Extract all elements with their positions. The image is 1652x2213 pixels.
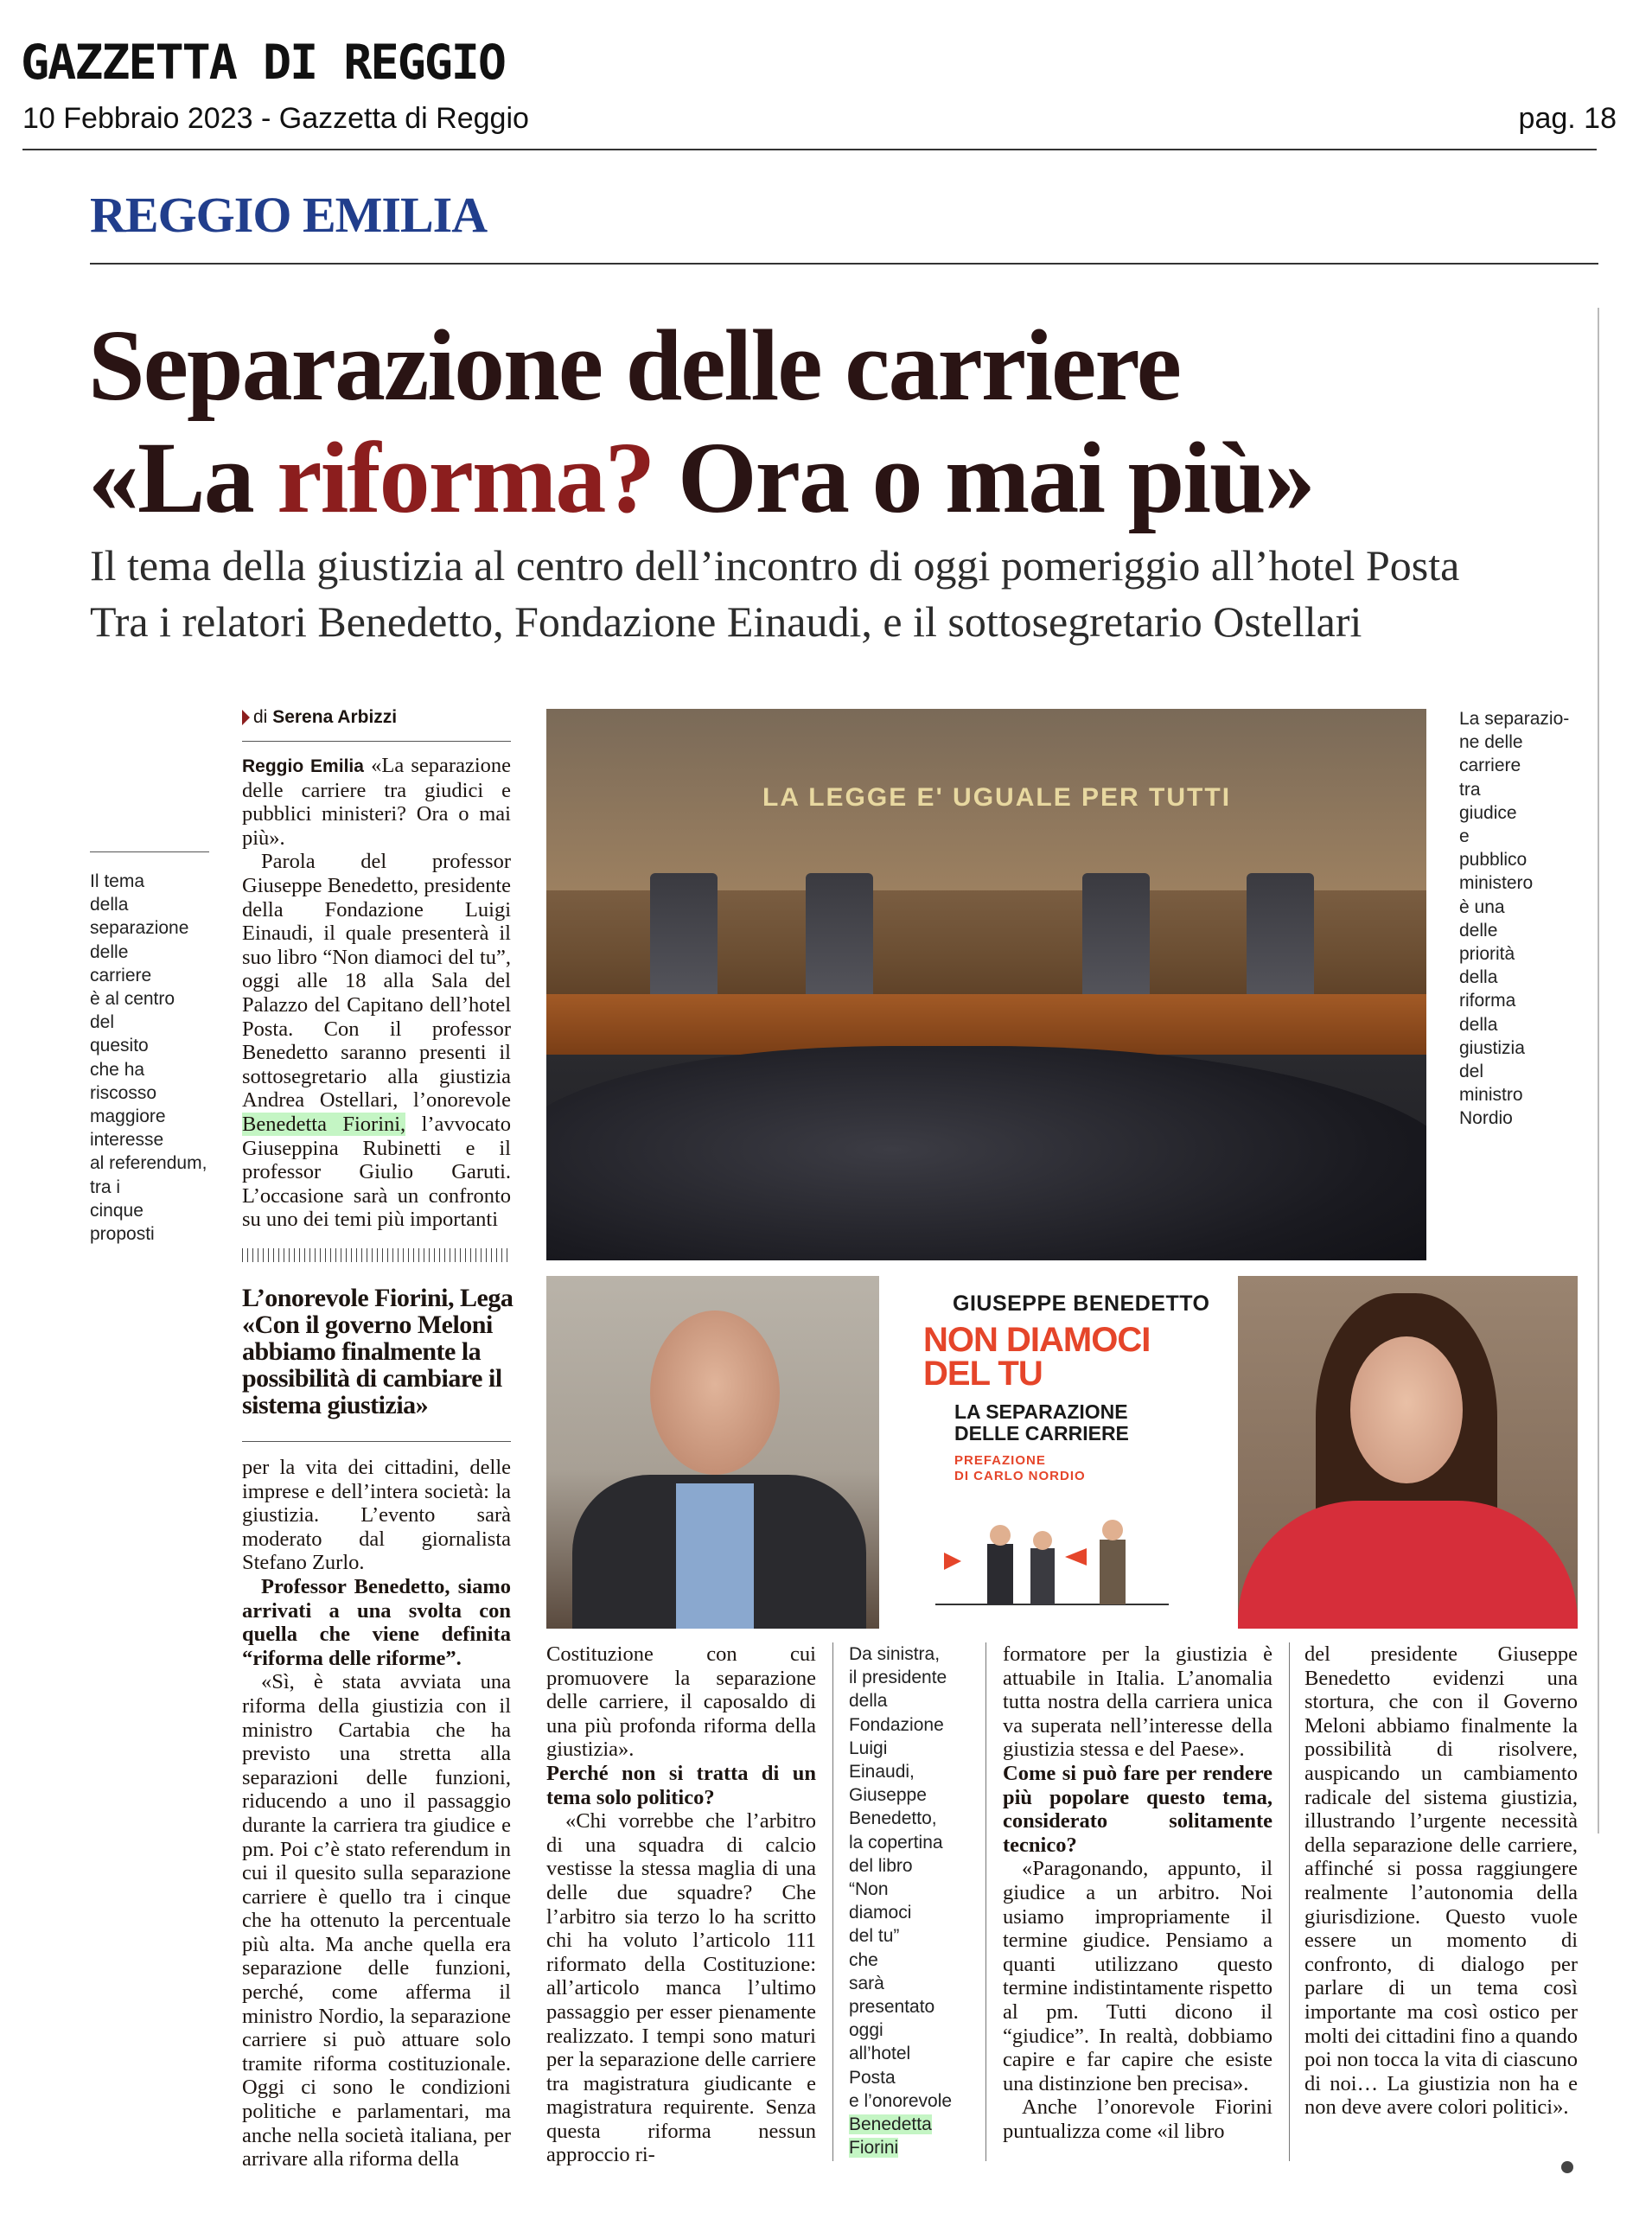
caption-line: il presidente	[849, 1668, 947, 1688]
book-preface-line: DI CARLO NORDIO	[954, 1469, 1086, 1483]
caption-line: della	[1459, 967, 1498, 988]
book-title-line: DEL TU	[923, 1355, 1043, 1393]
right-caption	[1459, 707, 1580, 1131]
book-author: GIUSEPPE BENEDETTO	[953, 1291, 1210, 1316]
caption-line: Giuseppe	[849, 1785, 927, 1806]
paragraph: formatore per la giustizia è attuabile in Italia. L’anomalia tutta nostra della carriera unica va superata nell’interesse della giustizia stessa e del Paese».	[1003, 1642, 1272, 1762]
article-end-mark	[1561, 2161, 1573, 2173]
caption-line: quesito	[90, 1036, 149, 1056]
interview-question: Professor Benedetto, siamo arrivati a una svolta con quella che viene definita “riforma delle riforme”.	[242, 1574, 511, 1670]
caption-line: è una	[1459, 896, 1505, 917]
judge-chair	[650, 873, 718, 1003]
pull-quote: L’onorevole Fiorini, Lega «Con il governo Meloni abbiamo finalmente la possibilità di cambiare il sistema giustizia»	[242, 1284, 513, 1419]
portrait-giuseppe-benedetto	[546, 1276, 879, 1629]
article-column-4	[1304, 1642, 1578, 2120]
column-rule	[1289, 1642, 1290, 2161]
headline-line-1: Separazione delle carriere	[88, 309, 1180, 422]
subheadline-line-1: Il tema della giustizia al centro dell’incontro di oggi pomeriggio all’hotel Posta	[90, 541, 1460, 590]
caption-line: carriere	[90, 965, 152, 985]
caption-line: giustizia	[1459, 1037, 1525, 1058]
caption-line: pubblico	[1459, 850, 1528, 871]
book-subtitle-line: DELLE CARRIERE	[954, 1422, 1129, 1445]
caption-line: Luigi	[849, 1738, 888, 1758]
dateline: 10 Febbraio 2023 - Gazzetta di Reggio	[22, 102, 529, 135]
paragraph	[242, 850, 511, 1232]
paragraph: «Paragonando, appunto, il giudice a un arbitro. Noi usiamo impropriamente il termine giudice. Pensiamo a quanti utilizzano questo termine indistintamente rispetto al pm. Tutti dicono il “giudice”. In realtà, dobbiamo capire e far capire che esiste una distinzione ben precisa».	[1003, 1857, 1272, 2095]
caption-line: Nordio	[1459, 1108, 1513, 1129]
headline-quote-rest: Ora o mai più»	[654, 421, 1314, 534]
caption-line: delle	[90, 941, 129, 962]
book-subtitle-line: LA SEPARAZIONE	[954, 1400, 1128, 1423]
photo-caption	[849, 1642, 979, 2159]
paragraph: «Chi vorrebbe che l’arbitro di una squadra di calcio vestisse la stessa maglia di una delle due squadre? Che l’arbitro sia terzo lo ha scritto chi ha voluto l’articolo 111 riformato della Costituzione: all’articolo manca l’ultimo passaggio per esser pienamente realizzato. I tempi sono maturi per la separazione delle carriere tra magistratura giudicante e magistratura requirente. Senza questa riforma nessun approccio ri-	[546, 1809, 816, 2167]
caption-line: del	[1459, 1062, 1484, 1082]
caption-line: carriere	[1459, 756, 1521, 776]
interview-question: Perché non si tratta di un tema solo politico?	[546, 1761, 816, 1809]
book-subtitle	[954, 1401, 1129, 1445]
caption-line-highlighted: Fiorini	[849, 2138, 899, 2159]
byline-author: Serena Arbizzi	[272, 707, 398, 727]
headline-line-2	[88, 419, 1314, 537]
caption-line: del	[90, 1012, 115, 1033]
dateline-place: Reggio Emilia	[242, 756, 364, 776]
lead-text: «La separazione delle carriere tra giudici e pubblici ministeri? Ora o mai più».	[242, 754, 511, 850]
judge-chair	[806, 873, 873, 1003]
caption-line: che	[849, 1949, 878, 1970]
article-column-2	[546, 1642, 816, 2167]
caption-line: delle	[1459, 920, 1498, 941]
byline-rule	[242, 741, 511, 742]
book-title-line: NON DIAMOCI	[923, 1321, 1151, 1359]
caption-line: maggiore	[90, 1106, 166, 1127]
byline-prefix: di	[253, 707, 268, 727]
article-column-1-bottom	[242, 1456, 511, 2172]
caption-line: ministro	[1459, 1085, 1523, 1106]
caption-line: che ha	[90, 1059, 145, 1080]
caption-line: tra i	[90, 1177, 121, 1197]
masthead-divider	[22, 149, 1597, 150]
book-cover	[892, 1276, 1214, 1629]
judge-chair	[1082, 873, 1150, 1003]
caption-line: giudice	[1459, 802, 1517, 823]
paragraph: Costituzione con cui promuovere la separazione delle carriere, il caposaldo di una più profonda riforma della giustizia».	[546, 1642, 816, 1762]
headline-quote-open: «La	[88, 421, 277, 534]
courtroom-photo	[546, 709, 1426, 1260]
portrait-face	[650, 1311, 780, 1475]
caption-line: del libro	[849, 1855, 913, 1876]
caption-line: interesse	[90, 1130, 164, 1151]
pull-quote-rule	[242, 1441, 511, 1442]
page-number: pag. 18	[1518, 102, 1617, 135]
courtroom-motto: LA LEGGE E' UGUALE PER TUTTI	[762, 783, 1232, 812]
portrait-benedetta-fiorini	[1238, 1276, 1578, 1629]
caption-line: Fondazione	[849, 1714, 944, 1735]
caption-line: all’hotel	[849, 2044, 911, 2064]
caption-line: ne delle	[1459, 732, 1523, 753]
caption-line: sarà	[849, 1973, 884, 1993]
dotted-separator	[242, 1248, 511, 1262]
portrait-jacket	[1238, 1501, 1578, 1629]
paragraph: per la vita dei cittadini, delle imprese e dell’intera società: la giustizia. L’evento sarà moderato dal giornalista Stefano Zurlo.	[242, 1456, 511, 1575]
byline	[242, 707, 397, 728]
section-title: REGGIO EMILIA	[90, 187, 488, 243]
column-rule	[832, 1642, 833, 2161]
interview-question: Come si può fare per rendere più popolare questo tema, considerato solitamente tecnico?	[1003, 1761, 1272, 1857]
book-cover-illustration	[935, 1518, 1169, 1613]
caption-line: riforma	[1459, 991, 1516, 1011]
caption-line-highlighted: Benedetta	[849, 2114, 932, 2135]
column-rule	[985, 1642, 986, 2161]
caption-line: tra	[1459, 779, 1481, 800]
caption-line: del tu”	[849, 1926, 900, 1947]
caption-line: cinque	[90, 1200, 144, 1221]
caption-line: e	[1459, 826, 1470, 847]
paragraph-text: Parola del professor Giuseppe Benedetto, presidente della Fondazione Luigi Einaudi, il quale presenterà il suo libro “Non diamoci del tu”, oggi alle 18 alla Sala del Palazzo del Capitano dell’hotel Posta. Con il professor Benedetto saranno presenti il sottosegretario alla giustizia Andrea Ostellari, l’onorevole	[242, 850, 511, 1113]
paragraph: «Sì, è stata avviata una riforma della giustizia con il ministro Cartabia che ha previsto una stretta alla separazioni delle funzioni, riducendo a uno il passaggio durante la carriera tra giudice e pm. Poi c’è stato referendum in cui il quesito sulla separazione carriere è quello tra i cinque che ha ottenuto la percentuale più alta. Ma anche quella era separazione delle funzioni, perché, come afferma il ministro Nordio, la separazione carriere si può attuare solo tramite riforma costituzionale. Oggi ci sono le condizioni politiche e parlamentari, ma anche nella società italiana, per arrivare alla riforma della	[242, 1670, 511, 2172]
paragraph: del presidente Giuseppe Benedetto evidenzi una stortura, che con il Governo Meloni abbiamo finalmente la possibilità di risolvere, auspicando un cambiamento radicale del sistema giustizia, illustrando l’urgente necessità della separazione delle carriere, affinché si possa raggiungere realmente l’autonomia della giurisdizione. Questo vuole essere un momento di confronto, di dialogo per parlare di un tema così importante ma così ostico per molti dei cittadini fino a quando poi non tocca la vita di ciascuno di noi… La giustizia non ha e non deve avere colori politici».	[1304, 1642, 1578, 2120]
judicial-robes	[546, 1046, 1426, 1260]
caption-line: Da sinistra,	[849, 1644, 941, 1664]
caption-line: Posta	[849, 2067, 896, 2088]
portrait-shirt	[676, 1483, 754, 1629]
caption-line: riscosso	[90, 1082, 157, 1103]
caption-line: della	[1459, 1014, 1498, 1035]
book-title	[923, 1323, 1150, 1391]
caption-line: e l’onorevole	[849, 2090, 953, 2111]
paragraph-text: l’avvocato Giuseppina Rubinetti e il professor Giulio Garuti. L’occasione sarà un confronto su uno dei temi più importanti	[242, 1112, 511, 1232]
newspaper-logo: GAZZETTA DI REGGIO	[21, 35, 506, 90]
article-column-1-top	[242, 754, 511, 1232]
book-preface	[954, 1453, 1086, 1484]
article-column-3	[1003, 1642, 1272, 2143]
caption-line: diamoci	[849, 1903, 912, 1923]
caption-line: della	[849, 1691, 888, 1712]
paragraph: Anche l’onorevole Fiorini puntualizza come «il libro	[1003, 2095, 1272, 2143]
caption-line: priorità	[1459, 944, 1515, 965]
caption-line: La separazio-	[1459, 709, 1570, 729]
caption-line: della	[90, 895, 129, 915]
left-caption	[90, 870, 211, 1246]
left-caption-rule	[90, 851, 209, 852]
caption-line: separazione	[90, 918, 189, 939]
byline-marker-icon	[242, 710, 250, 725]
section-divider	[90, 263, 1598, 265]
caption-line: Benedetto,	[849, 1808, 937, 1829]
judge-chair	[1247, 873, 1314, 1003]
caption-line: ministero	[1459, 873, 1534, 894]
book-preface-line: PREFAZIONE	[954, 1453, 1046, 1468]
caption-line: proposti	[90, 1224, 155, 1245]
highlighted-name: Benedetta Fiorini,	[242, 1112, 406, 1136]
lead-paragraph	[242, 754, 511, 850]
caption-line: oggi	[849, 2020, 883, 2041]
caption-line: Einaudi,	[849, 1762, 915, 1783]
caption-line: presentato	[849, 1997, 935, 2018]
headline-highlight: riforma?	[277, 421, 654, 534]
subheadline-line-2: Tra i relatori Benedetto, Fondazione Einaudi, e il sottosegretario Ostellari	[90, 597, 1362, 646]
caption-line: al referendum,	[90, 1153, 207, 1174]
right-margin-rule	[1598, 308, 1599, 1834]
portrait-face	[1350, 1336, 1463, 1483]
caption-line: “Non	[849, 1879, 889, 1900]
caption-line: la copertina	[849, 1832, 943, 1853]
caption-line: è al centro	[90, 989, 175, 1010]
caption-line: Il tema	[90, 871, 145, 891]
